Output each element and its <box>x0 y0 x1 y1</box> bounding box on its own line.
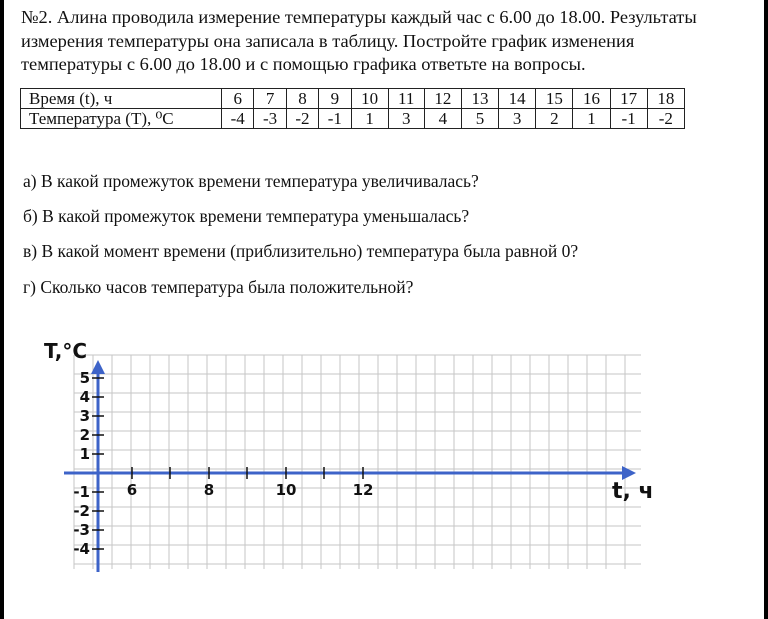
worksheet-page <box>4 0 764 619</box>
grid-lines <box>74 355 641 569</box>
temp-cell: 1 <box>573 109 610 129</box>
temp-cell: 2 <box>536 109 573 129</box>
temp-cell: 3 <box>499 109 536 129</box>
time-row-label: Время (t), ч <box>21 89 222 109</box>
hour-cell: 7 <box>254 89 286 109</box>
temp-cell: -2 <box>286 109 318 129</box>
hour-cell: 16 <box>573 89 610 109</box>
hour-cell: 10 <box>351 89 388 109</box>
temp-cell: -1 <box>319 109 351 129</box>
y-tick-label: -1 <box>73 483 90 501</box>
hour-cell: 12 <box>424 89 461 109</box>
hour-cell: 9 <box>319 89 351 109</box>
question-b: б) В какой промежуток времени температура уменьшалась? <box>23 206 470 226</box>
y-tick-label: 3 <box>79 407 90 425</box>
hour-cell: 8 <box>286 89 318 109</box>
hour-cell: 14 <box>499 89 536 109</box>
coordinate-grid <box>4 0 764 619</box>
y-tick-label: 1 <box>79 445 90 463</box>
temp-cell: 5 <box>461 109 498 129</box>
question-c: в) В какой момент времени (приблизительно) температура была равной 0? <box>23 241 579 261</box>
y-tick-label: 5 <box>79 369 90 387</box>
x-axis-arrow <box>622 466 636 480</box>
temp-cell: 4 <box>424 109 461 129</box>
y-tick-label: 2 <box>79 426 90 444</box>
temp-cell: 3 <box>388 109 424 129</box>
temp-cell: -3 <box>254 109 286 129</box>
question-d: г) Сколько часов температура была положительной? <box>23 277 414 297</box>
y-axis-label: T,°C <box>44 339 88 363</box>
hour-cell: 15 <box>536 89 573 109</box>
temp-cell: -4 <box>222 109 254 129</box>
hour-cell: 6 <box>222 89 254 109</box>
hour-cell: 13 <box>461 89 498 109</box>
y-tick-label: -3 <box>73 521 90 539</box>
temp-cell: -1 <box>610 109 647 129</box>
y-tick-label: 4 <box>79 388 90 406</box>
y-tick-label: -4 <box>73 540 90 558</box>
temp-cell: 1 <box>351 109 388 129</box>
hour-cell: 17 <box>610 89 647 109</box>
x-axis-label: t, ч <box>612 479 654 504</box>
hour-cell: 18 <box>647 89 684 109</box>
temp-cell: -2 <box>647 109 684 129</box>
y-tick-label: -2 <box>73 502 90 520</box>
x-tick-label: 12 <box>352 481 374 499</box>
question-a: а) В какой промежуток времени температура увеличивалась? <box>23 171 479 191</box>
x-tick-label: 8 <box>203 481 215 499</box>
temperature-row-label: Температура (Т), ⁰С <box>21 109 222 129</box>
x-tick-label: 10 <box>275 481 297 499</box>
x-tick-label: 6 <box>126 481 138 499</box>
problem-statement: №2. Алина проводила измерение температуры каждый час с 6.00 до 18.00. Результаты измерения температуры она записала в таблицу. Постройте график изменения температуры с 6.00 до 18.00 и с помощью графика ответьте на вопросы. <box>21 7 697 74</box>
hour-cell: 11 <box>388 89 424 109</box>
